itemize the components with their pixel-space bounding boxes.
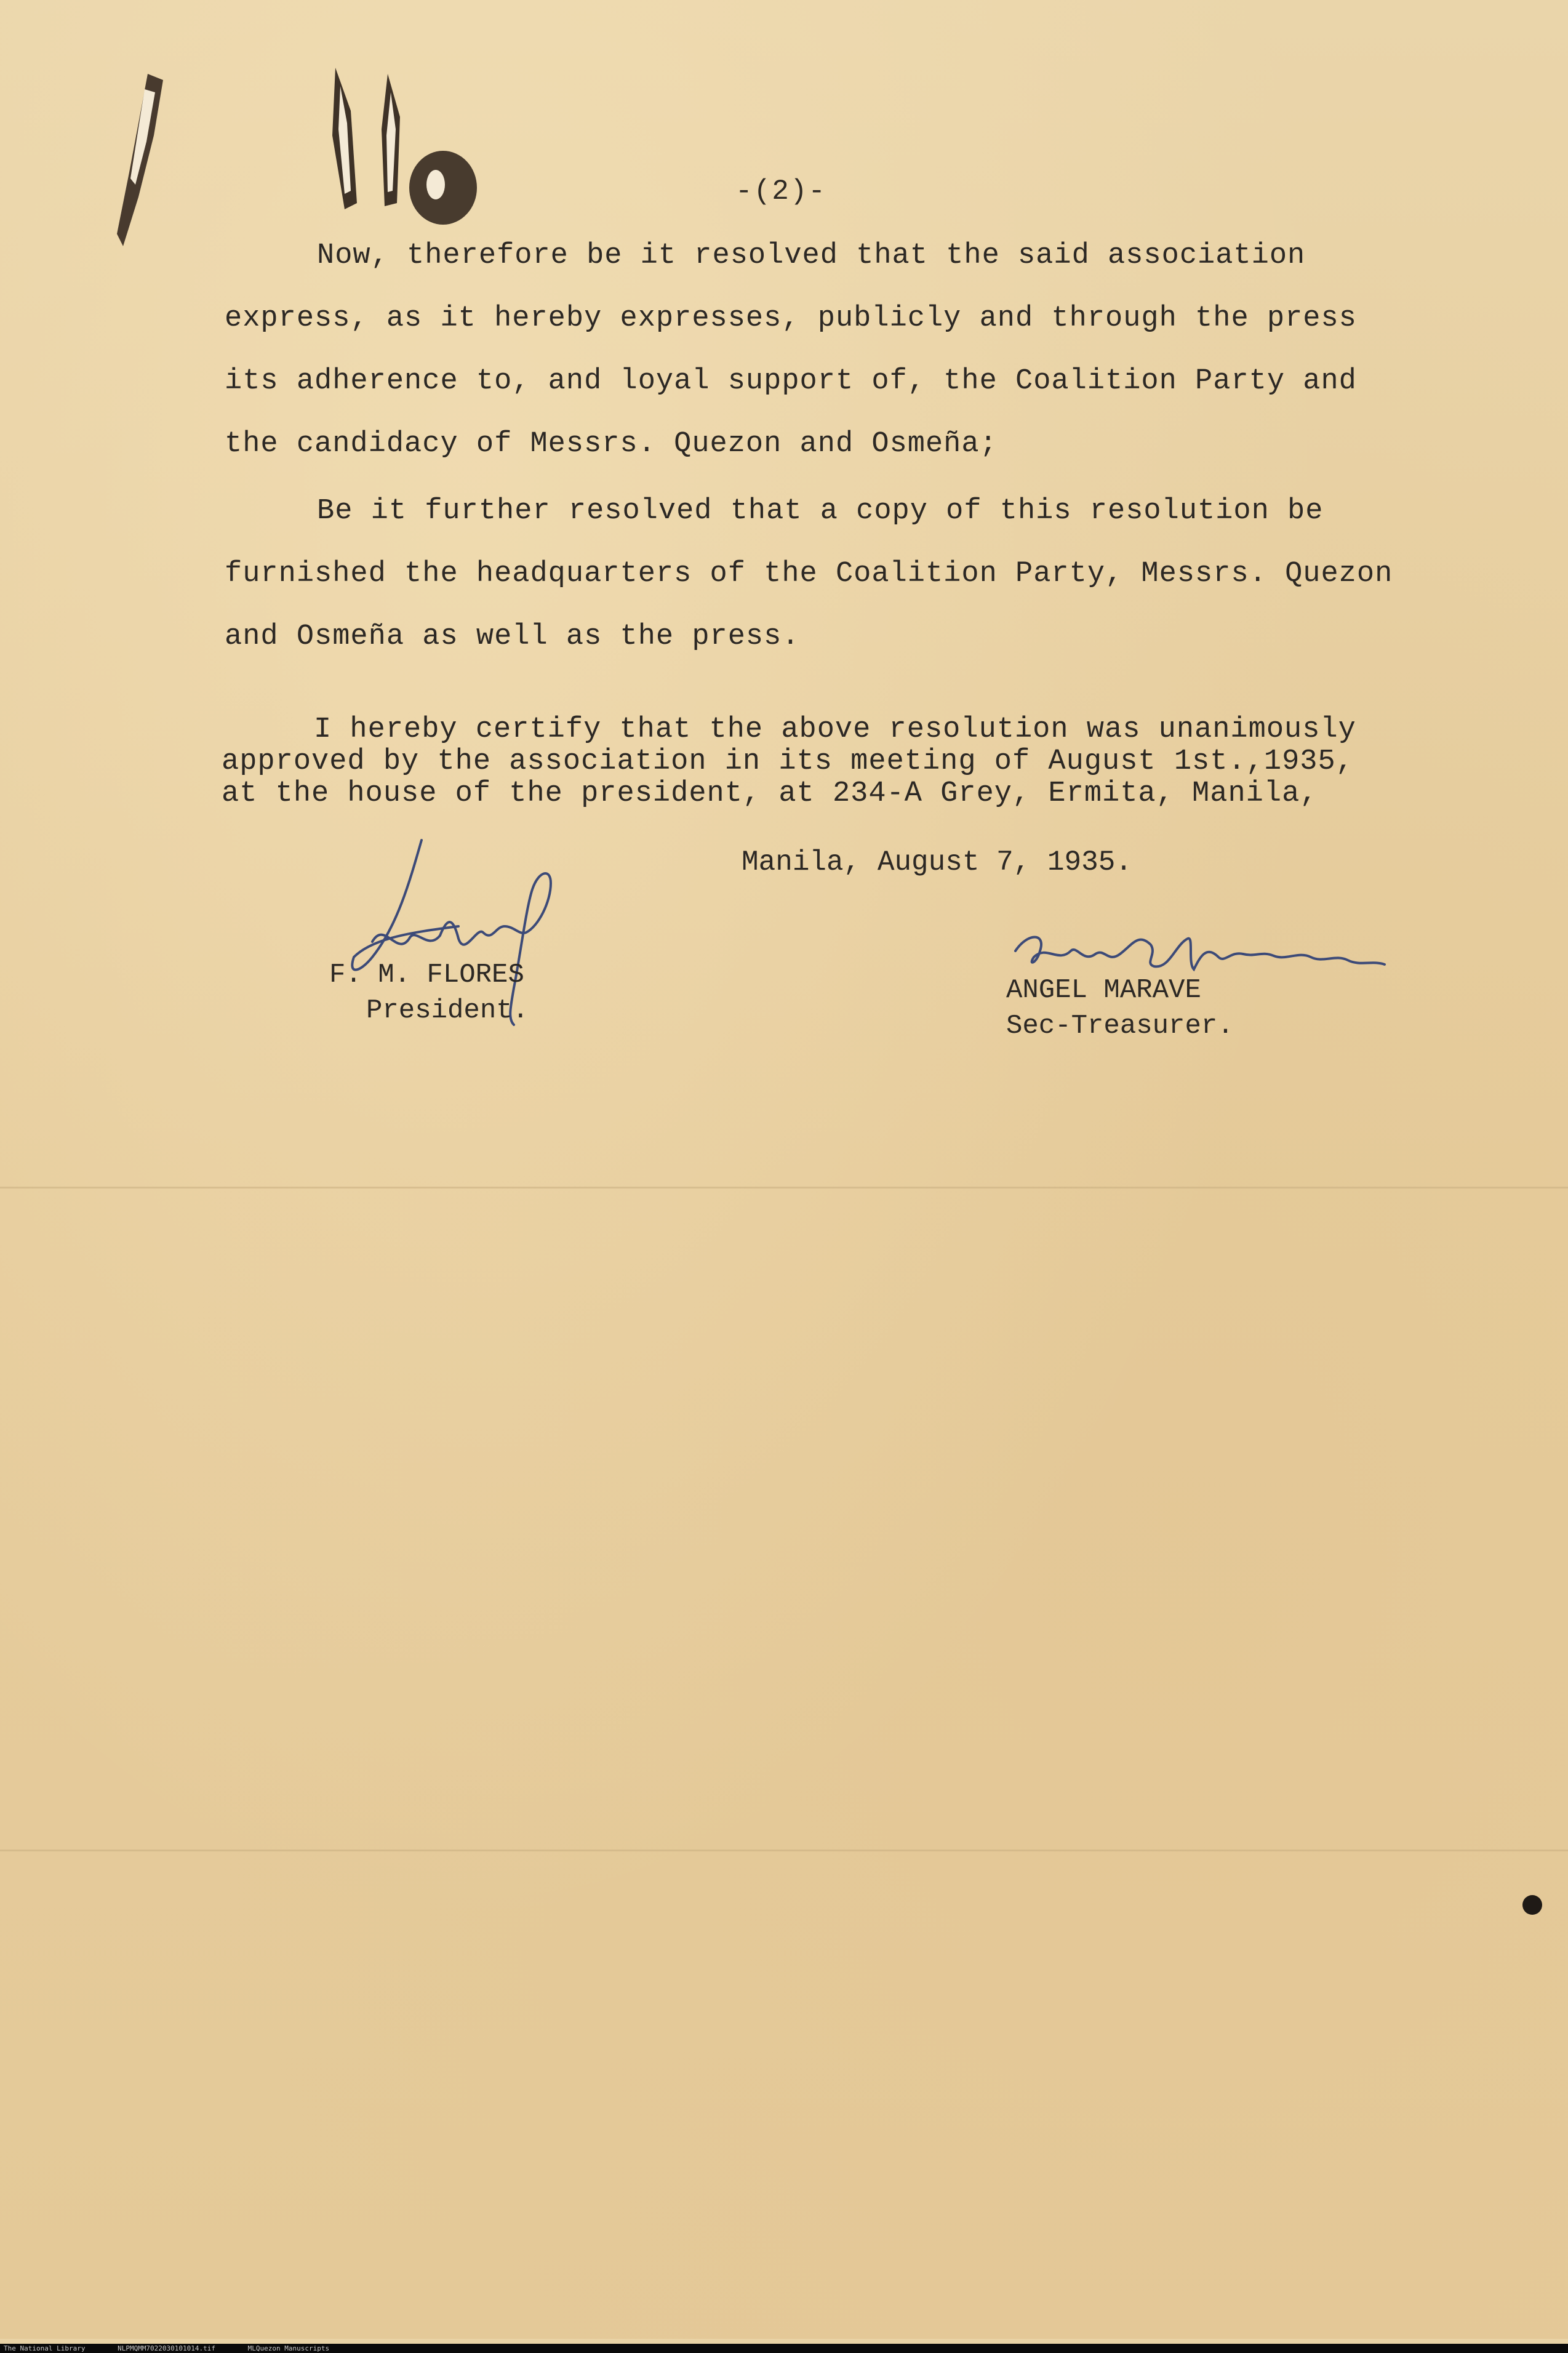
text-line: its adherence to, and loyal support of, the Coalition Party and — [225, 365, 1357, 398]
text-line: the candidacy of Messrs. Quezon and Osmeña; — [225, 428, 998, 460]
certification-paragraph — [222, 714, 1356, 810]
text-line: approved by the association in its meeting of August 1st.,1935, — [222, 745, 1354, 778]
ink-spot-icon — [1520, 1893, 1545, 1917]
text-line: and Osmeña as well as the press. — [225, 620, 800, 653]
fold-line — [0, 1187, 1568, 1189]
text-line: at the house of the president, at 234-A Grey, Ermita, Manila, — [222, 777, 1318, 810]
signatory-name: ANGEL MARAVE — [1006, 975, 1201, 1006]
fold-line — [0, 1850, 1568, 1851]
text-line: Now, therefore be it resolved that the said association — [317, 239, 1306, 272]
page-number: -(2)- — [735, 175, 827, 207]
footer-file: NLPMQMM7022030101014.tif — [118, 2344, 216, 2352]
flores-signatory — [329, 957, 529, 1028]
resolution-paragraph-2 — [225, 480, 1393, 668]
resolution-paragraph-1 — [225, 225, 1357, 476]
marave-signatory — [1006, 972, 1234, 1044]
archive-footer — [0, 2344, 1568, 2353]
signatory-name: F. M. FLORES — [329, 960, 524, 990]
text-line: furnished the headquarters of the Coalition Party, Messrs. Quezon — [225, 558, 1393, 590]
footer-collection: MLQuezon Manuscripts — [247, 2344, 330, 2352]
signatory-title: President. — [366, 995, 529, 1026]
signatory-title: Sec-Treasurer. — [1006, 1011, 1234, 1041]
text-line: express, as it hereby expresses, publicly and through the press — [225, 302, 1357, 335]
text-line: I hereby certify that the above resolution was unanimously — [314, 713, 1356, 746]
footer-library: The National Library — [4, 2344, 86, 2352]
date-line: Manila, August 7, 1935. — [742, 846, 1132, 878]
text-line: Be it further resolved that a copy of this resolution be — [317, 495, 1324, 527]
